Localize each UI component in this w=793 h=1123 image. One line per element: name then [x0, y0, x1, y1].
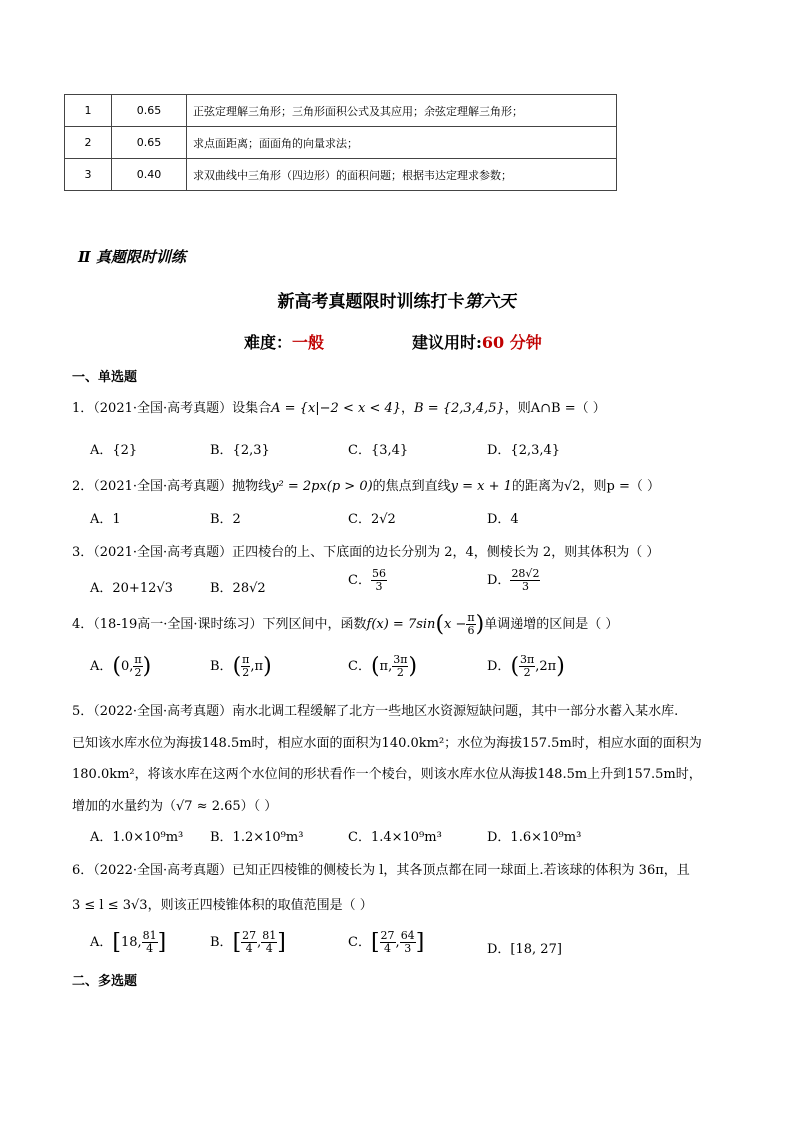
numerator: π	[134, 653, 142, 666]
difficulty-label: 难度：	[244, 333, 293, 352]
q2-option-d: D．4	[487, 512, 519, 527]
table-cell-no: 1	[65, 95, 112, 127]
q2-text: 2．（2021·全国·高考真题）抛物线	[72, 479, 272, 494]
q2-option-a: A．1	[90, 512, 121, 527]
q6-option-b: B．[ $\frac{27}{4}$ , $\frac{81}{4}$ ]	[210, 929, 286, 955]
numerator: 64	[400, 929, 415, 942]
interval-start: π,	[379, 659, 393, 674]
q3-option-b: B．28√2	[210, 581, 266, 596]
option-label: C．	[348, 935, 371, 950]
numerator: 81	[142, 929, 157, 942]
title-day: 第六天	[464, 292, 516, 312]
interval-start: 0,	[120, 659, 134, 674]
paren-close: )	[475, 612, 485, 637]
option-label: B．	[210, 935, 233, 950]
fraction	[400, 930, 416, 955]
q4-arg: x −	[444, 617, 467, 632]
option-label: B．	[210, 659, 233, 674]
denominator: 6	[467, 624, 475, 637]
q3-option-d	[487, 568, 540, 593]
question-6-line2: 3 ≤ l ≤ 3√3，则该正四棱锥体积的取值范围是（ ）	[72, 898, 373, 913]
q4-option-a	[90, 654, 151, 679]
q3-option-a: A．20+12√3	[90, 581, 173, 596]
numerator: π	[242, 653, 250, 666]
table-cell-no: 3	[65, 159, 112, 191]
fraction	[466, 612, 475, 637]
q4-option-b	[210, 654, 272, 679]
table-cell-topic: 求双曲线中三角形（四边形）的面积问题；根据韦达定理求参数；	[187, 159, 617, 191]
question-5-line2: 已知该水库水位为海拔148.5m时，相应水面的面积为140.0km²；水位为海拔157.5m时，相应水面的面积为	[72, 736, 702, 751]
fraction	[241, 654, 250, 679]
paren-open: (	[510, 654, 520, 679]
q2-text-c: 的距离为	[511, 479, 564, 494]
option-label: D．	[487, 659, 511, 674]
q1-set-a: A = {x|−2 < x < 4}	[271, 401, 402, 416]
q1-option-a: A．{2}	[90, 443, 138, 458]
q1-text-b: ，则A∩B =（ ）	[504, 401, 606, 416]
denominator: 4	[384, 942, 392, 955]
denominator: 3	[521, 580, 529, 593]
q2-parabola: y² = 2px(p > 0)	[271, 479, 373, 494]
numerator: 56	[371, 567, 386, 580]
q3-option-c	[348, 568, 387, 593]
option-label: A．	[90, 659, 113, 674]
interval-end: ,π	[250, 659, 264, 674]
bracket-close: ]	[277, 930, 286, 955]
q1-sep: ，	[401, 401, 415, 416]
part-single-choice: 一、单选题	[72, 370, 138, 385]
denominator: 2	[134, 666, 142, 679]
numerator: 3π	[520, 653, 535, 666]
page-title	[0, 287, 793, 312]
bracket-close: ]	[415, 930, 425, 955]
q2-option-c: C．2√2	[348, 512, 396, 527]
numerator: 27	[242, 929, 257, 942]
q4-func: f(x) = 7sin	[366, 617, 436, 632]
section-heading: Ⅱ 真题限时训练	[78, 248, 186, 266]
q1-option-d: D．{2,3,4}	[487, 443, 561, 458]
paren-open: (	[435, 612, 445, 637]
denominator: 2	[523, 666, 531, 679]
numerator: 81	[262, 929, 277, 942]
fraction	[392, 654, 408, 679]
question-5-line4: 增加的水量约为（√7 ≈ 2.65）（ ）	[72, 799, 278, 814]
time-label: 建议用时:	[412, 333, 482, 352]
title-main: 新高考真题限时训练打卡	[277, 292, 465, 312]
denominator: 4	[265, 942, 273, 955]
denominator: 2	[242, 666, 250, 679]
question-4	[72, 612, 618, 637]
q4-text: 4．（18-19高一·全国·课时练习）下列区间中，函数	[72, 617, 367, 632]
numerator: 3π	[393, 653, 408, 666]
option-label: D．	[487, 573, 511, 588]
interval-start: 18,	[120, 935, 142, 950]
table-cell-rate: 0.40	[112, 159, 187, 191]
paren-open: (	[112, 654, 121, 679]
q6-option-d: D．[18, 27]	[487, 942, 562, 957]
q4-option-c	[348, 654, 417, 679]
denominator: 4	[146, 942, 154, 955]
fraction	[241, 930, 257, 955]
paren-close: )	[556, 654, 565, 679]
question-5-line3: 180.0km²，将该水库在这两个水位间的形状看作一个棱台，则该水库水位从海拔148.5m上升到157.5m时，	[72, 767, 702, 782]
denominator: 3	[375, 580, 383, 593]
option-label: C．	[348, 573, 371, 588]
fraction	[142, 930, 158, 955]
paren-open: (	[232, 654, 242, 679]
difficulty-value: 一般	[292, 333, 325, 352]
denominator: 4	[245, 942, 253, 955]
denominator: 2	[396, 666, 404, 679]
bracket-close: ]	[157, 930, 167, 955]
q2-text-d: ，则p =（ ）	[580, 479, 660, 494]
fraction	[380, 930, 396, 955]
denominator: 3	[404, 942, 412, 955]
interval-end: ,2π	[535, 659, 557, 674]
paren-open: (	[370, 654, 380, 679]
table-row	[65, 159, 617, 191]
q5-option-b: B．1.2×10⁹m³	[210, 830, 304, 845]
table-cell-topic: 正弦定理解三角形；三角形面积公式及其应用；余弦定理解三角形；	[187, 95, 617, 127]
numerator: 28√2	[511, 567, 540, 580]
table-cell-rate: 0.65	[112, 127, 187, 159]
question-5-line1: 5．（2022·全国·高考真题）南水北调工程缓解了北方一些地区水资源短缺问题，其中一部分水蓄入某水库.	[72, 704, 679, 719]
q5-option-c: C．1.4×10⁹m³	[348, 830, 442, 845]
q2-dist: √2	[563, 479, 581, 494]
option-label: A．	[90, 935, 113, 950]
q1-text: 1．（2021·全国·高考真题）设集合	[72, 401, 272, 416]
fraction	[261, 930, 277, 955]
paren-close: )	[408, 654, 418, 679]
table-cell-topic: 求点面距离；面面角的向量求法；	[187, 127, 617, 159]
paren-close: )	[142, 654, 152, 679]
numerator: 27	[380, 929, 395, 942]
fraction	[371, 568, 387, 593]
suggested-time	[412, 330, 542, 353]
q4-text-b: 单调递增的区间是（ ）	[484, 617, 619, 632]
bracket-open: [	[232, 930, 242, 955]
knowledge-table	[64, 94, 617, 191]
q1-option-c: C．{3,4}	[348, 443, 409, 458]
q2-option-b: B．2	[210, 512, 241, 527]
bracket-open: [	[112, 930, 121, 955]
q6-option-c: C．[ $\frac{27}{4}$ , $\frac{64}{3}$ ]	[348, 929, 425, 955]
part-multi-choice: 二、多选题	[72, 974, 138, 989]
numerator: π	[467, 611, 475, 624]
fraction	[133, 654, 142, 679]
table-cell-rate: 0.65	[112, 95, 187, 127]
q6-option-a	[90, 930, 166, 955]
q1-set-b: B = {2,3,4,5}	[414, 401, 505, 416]
q2-text-b: 的焦点到直线	[372, 479, 451, 494]
question-3: 3．（2021·全国·高考真题）正四棱台的上、下底面的边长分别为 2，4，侧棱长为 2，则其体积为（ ）	[72, 545, 660, 560]
time-value: 60 分钟	[481, 333, 542, 352]
table-row	[65, 95, 617, 127]
table-row	[65, 127, 617, 159]
table-cell-no: 2	[65, 127, 112, 159]
question-2	[72, 475, 660, 494]
fraction	[510, 568, 540, 593]
question-1	[72, 397, 606, 416]
question-6-line1: 6．（2022·全国·高考真题）已知正四棱锥的侧棱长为 l，其各顶点都在同一球面上.若该球的体积为 36π，且	[72, 863, 690, 878]
paren-close: )	[263, 654, 272, 679]
q1-option-b: B．{2,3}	[210, 443, 270, 458]
bracket-open: [	[370, 930, 380, 955]
option-label: C．	[348, 659, 371, 674]
difficulty	[244, 330, 324, 353]
q5-option-d: D．1.6×10⁹m³	[487, 830, 582, 845]
q5-option-a: A．1.0×10⁹m³	[90, 830, 184, 845]
q2-line: y = x + 1	[450, 479, 512, 494]
q4-option-d	[487, 654, 565, 679]
fraction	[519, 654, 535, 679]
